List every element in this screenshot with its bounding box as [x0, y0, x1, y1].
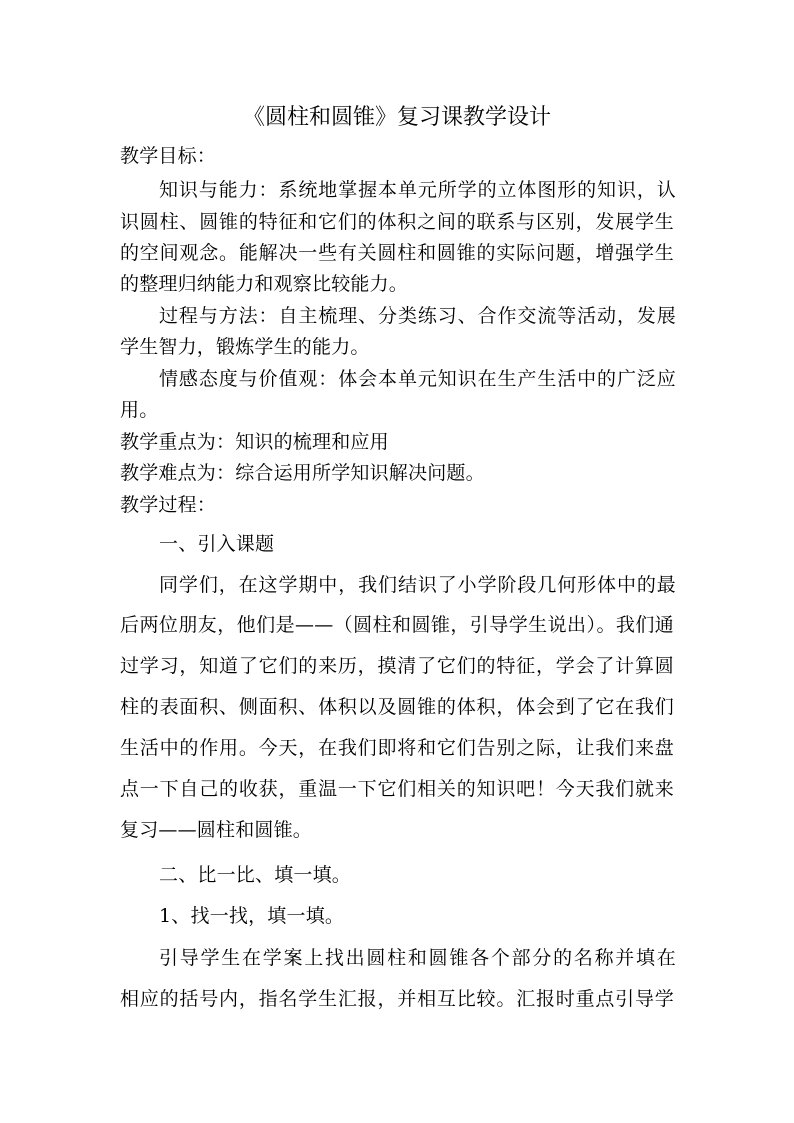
goal1-line2: 识圆柱、圆锥的特征和它们的体积之间的联系与区别，发展学生: [120, 211, 674, 233]
para2-line1: 引导学生在学案上找出圆柱和圆锥各个部分的名称并填在: [159, 947, 676, 969]
goal1-line4: 的整理归纳能力和观察比较能力。: [120, 273, 409, 295]
para1-line1: 同学们，在这学期中，我们结识了小学阶段几何形体中的最: [159, 574, 676, 596]
difficult-point: 教学难点为：综合运用所学知识解决问题。: [120, 462, 485, 484]
para1-line4: 柱的表面积、侧面积、体积以及圆锥的体积，体会到了它在我们: [120, 696, 674, 718]
goal1-line3: 的空间观念。能解决一些有关圆柱和圆锥的实际问题，增强学生: [120, 242, 674, 264]
goals-heading: 教学目标：: [120, 145, 217, 167]
goal3-line2: 用。: [120, 399, 159, 421]
para2-line2: 相应的括号内，指名学生汇报，并相互比较。汇报时重点引导学: [120, 988, 674, 1010]
goal2-line1: 过程与方法：自主梳理、分类练习、合作交流等活动，发展: [159, 305, 676, 327]
para1-line2: 后两位朋友，他们是——（圆柱和圆锥，引导学生说出）。我们通: [120, 614, 674, 636]
para1-line6: 点一下自己的收获，重温一下它们相关的知识吧！今天我们就来: [120, 778, 674, 800]
process-heading: 教学过程：: [120, 494, 217, 516]
document-title: 《圆柱和圆锥》复习课教学设计: [242, 105, 551, 130]
para1-line7: 复习——圆柱和圆锥。: [120, 819, 313, 841]
section2-heading: 二、比一比、填一填。: [159, 864, 352, 886]
goal2-line2: 学生智力，锻炼学生的能力。: [120, 336, 370, 358]
key-point: 教学重点为：知识的梳理和应用: [120, 431, 389, 453]
sub1-heading: 1、找一找，填一填。: [159, 905, 345, 927]
goal3-line1: 情感态度与价值观：体会本单元知识在生产生活中的广泛应: [159, 368, 676, 390]
goal1-line1: 知识与能力：系统地掌握本单元所学的立体图形的知识，认: [159, 179, 676, 201]
para1-line3: 过学习，知道了它们的来历，摸清了它们的特征，学会了计算圆: [120, 655, 674, 677]
para1-line5: 生活中的作用。今天，在我们即将和它们告别之际，让我们来盘: [120, 737, 674, 759]
section1-heading: 一、引入课题: [159, 533, 275, 555]
